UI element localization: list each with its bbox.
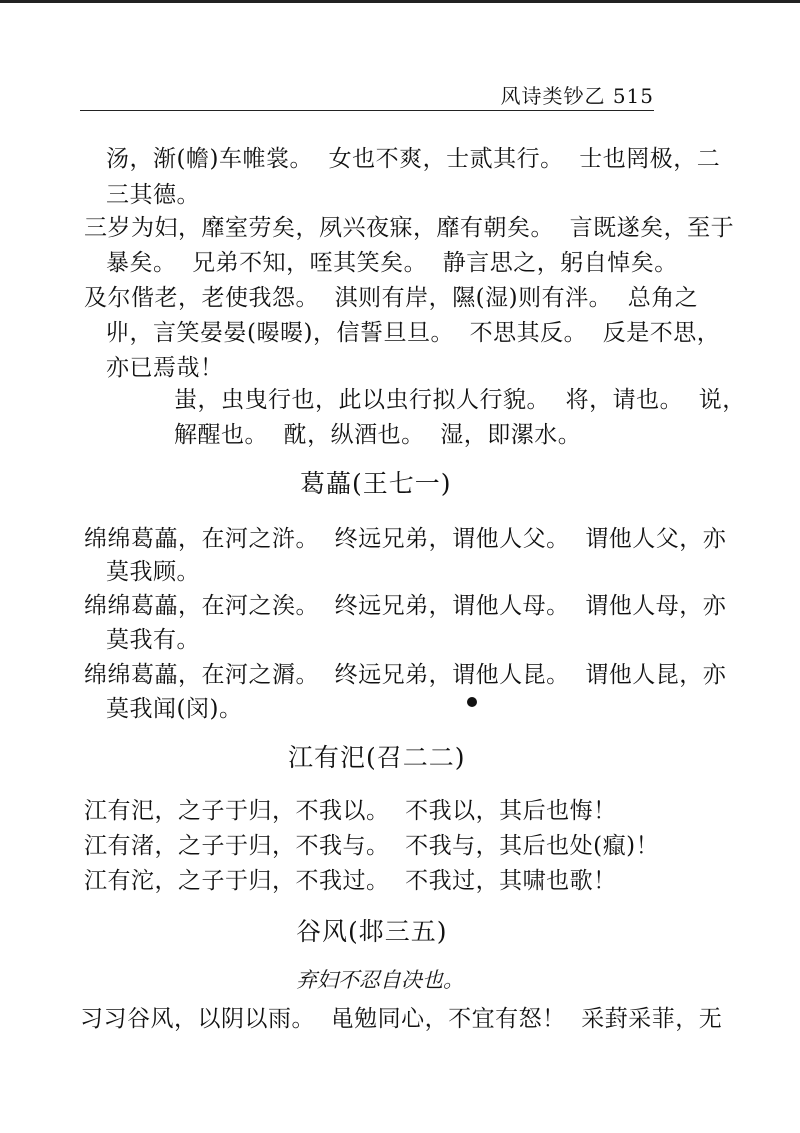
ink-dot: [467, 697, 477, 707]
text-line: 暴矣。 兄弟不知，咥其笑矣。 静言思之，躬自悼矣。: [106, 250, 678, 276]
text-line: 莫我闻(闵)。: [106, 696, 243, 722]
text-line: 绵绵葛藟，在河之漘。 终远兄弟，谓他人昆。 谓他人昆，亦: [84, 662, 727, 688]
page-top-border: [0, 0, 800, 3]
poem-subtitle: 弃妇不忍自决也。: [296, 968, 464, 992]
poem-title: 江有汜(召二二): [288, 743, 466, 772]
text-line: 绵绵葛藟，在河之涘。 终远兄弟，谓他人母。 谓他人母，亦: [84, 593, 727, 619]
text-line: 亦已焉哉！: [106, 355, 224, 381]
text-line: 莫我有。: [106, 627, 200, 653]
note-line: 解醒也。 酖，纵酒也。 湿，即漯水。: [174, 422, 582, 448]
text-line: 汤，渐(幨)车帷裳。 女也不爽，士贰其行。 士也罔极，二: [106, 146, 721, 172]
text-line: 及尔偕老，老使我怨。 淇则有岸，隰(湿)则有泮。 总角之: [84, 285, 699, 311]
text-line: 绵绵葛藟，在河之浒。 终远兄弟，谓他人父。 谓他人父，亦: [84, 526, 727, 552]
text-line: 三其德。: [106, 182, 200, 208]
text-line: 习习谷风，以阴以雨。 黾勉同心，不宜有怒！ 采葑采菲，无: [80, 1006, 723, 1032]
text-line: 三岁为妇，靡室劳矣，夙兴夜寐，靡有朝矣。 言既遂矣，至于: [84, 215, 735, 241]
text-line: 丱，言笑晏晏(暥暥)，信誓旦旦。 不思其反。 反是不思，: [106, 320, 721, 346]
text-line: 江有汜，之子于归，不我以。 不我以，其后也悔！: [84, 798, 617, 824]
poem-title: 谷风(邶三五): [296, 917, 448, 946]
text-line: 江有沱，之子于归，不我过。 不我过，其啸也歌！: [84, 868, 617, 894]
text-line: 莫我顾。: [106, 559, 200, 585]
running-head: [80, 76, 654, 111]
note-line: 蚩，虫曳行也，此以虫行拟人行貌。 将，请也。 说，: [174, 387, 746, 413]
running-head-text: 风诗类钞乙 515: [500, 84, 654, 108]
poem-title: 葛藟(王七一): [300, 469, 452, 498]
text-line: 江有渚，之子于归，不我与。 不我与，其后也处(癙)！: [84, 833, 660, 859]
